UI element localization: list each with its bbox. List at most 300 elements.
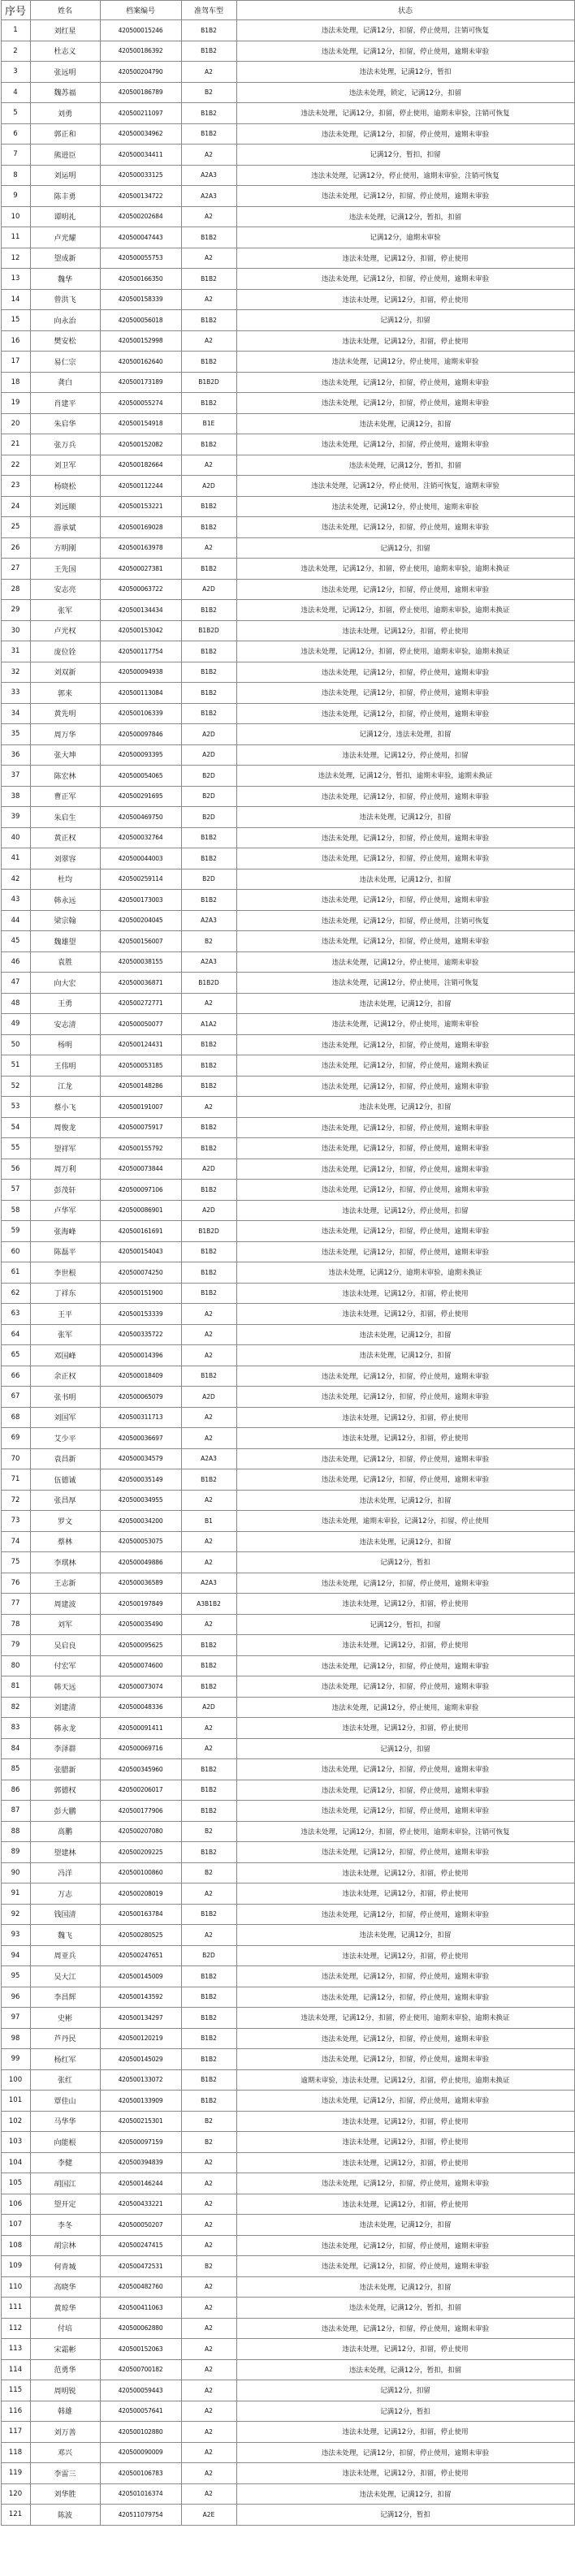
row-vehicle-class: A2 bbox=[181, 2152, 236, 2173]
row-no: 106 bbox=[1, 2194, 30, 2215]
table-row bbox=[1, 165, 574, 186]
row-status: 违法未处理，记满12分，扣留，停止使用，逾期未审验 bbox=[236, 662, 574, 683]
row-vehicle-class: A2D bbox=[181, 724, 236, 745]
row-file-no: 420500280525 bbox=[100, 1925, 181, 1946]
row-name: 望祥军 bbox=[30, 1138, 100, 1159]
row-file-no: 420500036871 bbox=[100, 973, 181, 994]
table-row bbox=[1, 1759, 574, 1780]
row-status: 违法未处理，记满12分，扣留，停止使用，逾期未审验 bbox=[236, 1221, 574, 1242]
row-file-no: 420500097846 bbox=[100, 724, 181, 745]
table-row bbox=[1, 206, 574, 227]
row-status: 记满12分，暂扣，扣留 bbox=[236, 1614, 574, 1635]
row-name: 熊进臣 bbox=[30, 145, 100, 166]
table-row bbox=[1, 2152, 574, 2173]
row-no: 31 bbox=[1, 641, 30, 662]
table-row bbox=[1, 1801, 574, 1822]
row-status: 违法未处理，记满12分，逾期未审验，逾期未换证 bbox=[236, 1262, 574, 1284]
table-row bbox=[1, 1221, 574, 1242]
row-vehicle-class: B1B2 bbox=[181, 703, 236, 724]
table-row bbox=[1, 227, 574, 248]
row-status: 违法未处理，记满12分，扣留，停止使用，逾期未审验 bbox=[236, 1180, 574, 1201]
row-status: 违法未处理，记满12分，扣留，停止使用，逾期未审验 bbox=[236, 683, 574, 704]
row-file-no: 420500186789 bbox=[100, 82, 181, 103]
row-vehicle-class: B1B2 bbox=[181, 1117, 236, 1138]
row-no: 71 bbox=[1, 1469, 30, 1491]
row-name: 胡国江 bbox=[30, 2173, 100, 2194]
row-vehicle-class: B1B2 bbox=[181, 1469, 236, 1491]
row-file-no: 420500469750 bbox=[100, 807, 181, 828]
row-file-no: 420500134297 bbox=[100, 2008, 181, 2029]
row-no: 83 bbox=[1, 1718, 30, 1739]
row-no: 111 bbox=[1, 2298, 30, 2319]
row-name: 付宏军 bbox=[30, 1655, 100, 1676]
row-name: 宋霜彬 bbox=[30, 2339, 100, 2360]
row-no: 67 bbox=[1, 1387, 30, 1408]
row-status: 违法未处理，记满12分，停止使用，扣留 bbox=[236, 744, 574, 766]
row-no: 51 bbox=[1, 1055, 30, 1077]
row-no: 98 bbox=[1, 2028, 30, 2049]
row-name: 向大宏 bbox=[30, 973, 100, 994]
row-no: 114 bbox=[1, 2359, 30, 2380]
row-file-no: 420500411063 bbox=[100, 2298, 181, 2319]
row-name: 刘国军 bbox=[30, 1407, 100, 1428]
table-row bbox=[1, 2442, 574, 2463]
row-file-no: 420500259114 bbox=[100, 869, 181, 890]
row-vehicle-class: B2D bbox=[181, 869, 236, 890]
row-no: 10 bbox=[1, 206, 30, 227]
table-row bbox=[1, 476, 574, 497]
row-name: 卢华军 bbox=[30, 1200, 100, 1221]
row-name: 张军 bbox=[30, 600, 100, 621]
row-file-no: 420500015246 bbox=[100, 20, 181, 41]
row-status: 违法未处理，记满12分，停止使用，扣留 bbox=[236, 1200, 574, 1221]
row-vehicle-class: A2 bbox=[181, 1718, 236, 1739]
row-vehicle-class: B1B2 bbox=[181, 103, 236, 124]
row-vehicle-class: A2 bbox=[181, 206, 236, 227]
row-no: 120 bbox=[1, 2483, 30, 2505]
row-no: 108 bbox=[1, 2235, 30, 2256]
row-status: 违法未处理，记满12分，扣留，停止使用，逾期未换证 bbox=[236, 1055, 574, 1077]
table-row bbox=[1, 434, 574, 455]
row-file-no: 420500044003 bbox=[100, 848, 181, 869]
row-vehicle-class: B1B2 bbox=[181, 1055, 236, 1077]
row-vehicle-class: B1B2D bbox=[181, 973, 236, 994]
row-status: 违法未处理，记满12分，扣留，停止使用，逾期未审验 bbox=[236, 579, 574, 600]
row-name: 周建波 bbox=[30, 1594, 100, 1615]
row-file-no: 420500163784 bbox=[100, 1904, 181, 1925]
row-status: 违法未处理，记满12分，扣留，停止使用，逾期未审验 bbox=[236, 2318, 574, 2339]
row-no: 65 bbox=[1, 1345, 30, 1366]
row-status: 违法未处理，记满12分，扣留，停止使用，逾期未审验 bbox=[236, 1117, 574, 1138]
row-vehicle-class: A2 bbox=[181, 2276, 236, 2298]
row-status: 违法未处理，记满12分，停止使用，逾期未审验 bbox=[236, 352, 574, 373]
row-no: 68 bbox=[1, 1407, 30, 1428]
row-file-no: 420500191007 bbox=[100, 1097, 181, 1118]
row-vehicle-class: A2 bbox=[181, 2359, 236, 2380]
row-status: 违法未处理，记满12分，扣留，停止使用，逾期未审验 bbox=[236, 372, 574, 393]
row-vehicle-class: B2D bbox=[181, 766, 236, 787]
row-status: 违法未处理，记满12分，扣留，停止使用 bbox=[236, 1304, 574, 1325]
row-file-no: 420500202684 bbox=[100, 206, 181, 227]
row-vehicle-class: B1B2 bbox=[181, 1180, 236, 1201]
row-file-no: 420500034411 bbox=[100, 145, 181, 166]
row-no: 78 bbox=[1, 1614, 30, 1635]
table-row bbox=[1, 372, 574, 393]
row-status: 记满12分，暂扣 bbox=[236, 1552, 574, 1573]
row-name: 安志清 bbox=[30, 1014, 100, 1035]
row-no: 88 bbox=[1, 1821, 30, 1842]
table-row bbox=[1, 1552, 574, 1573]
table-row bbox=[1, 1614, 574, 1635]
row-no: 1 bbox=[1, 20, 30, 41]
row-name: 李琪林 bbox=[30, 1552, 100, 1573]
row-file-no: 420500177906 bbox=[100, 1801, 181, 1822]
row-name: 曾洪飞 bbox=[30, 289, 100, 310]
row-name: 陈磊平 bbox=[30, 1241, 100, 1262]
row-file-no: 420500158339 bbox=[100, 289, 181, 310]
row-vehicle-class: B1B2 bbox=[181, 1366, 236, 1387]
row-no: 3 bbox=[1, 62, 30, 83]
row-no: 24 bbox=[1, 496, 30, 517]
row-vehicle-class: A2 bbox=[181, 1097, 236, 1118]
row-status: 记满12分，扣留 bbox=[236, 1738, 574, 1759]
row-file-no: 420500053185 bbox=[100, 1055, 181, 1077]
row-no: 43 bbox=[1, 890, 30, 911]
table-row bbox=[1, 1324, 574, 1345]
row-no: 119 bbox=[1, 2463, 30, 2484]
row-vehicle-class: B2 bbox=[181, 2111, 236, 2132]
row-vehicle-class: A2 bbox=[181, 248, 236, 269]
table-row bbox=[1, 1407, 574, 1428]
row-file-no: 420500069716 bbox=[100, 1738, 181, 1759]
row-status: 违法未处理，记满12分，扣留，停止使用，逾期未审验 bbox=[236, 1387, 574, 1408]
row-file-no: 420500291695 bbox=[100, 786, 181, 807]
table-row bbox=[1, 1490, 574, 1511]
row-file-no: 420500143592 bbox=[100, 1987, 181, 2008]
row-vehicle-class: A2D bbox=[181, 579, 236, 600]
row-vehicle-class: A2 bbox=[181, 2463, 236, 2484]
row-no: 52 bbox=[1, 1076, 30, 1097]
table-row bbox=[1, 1594, 574, 1615]
row-vehicle-class: B1B2 bbox=[181, 1034, 236, 1055]
row-vehicle-class: A1A2 bbox=[181, 1014, 236, 1035]
row-file-no: 420500047443 bbox=[100, 227, 181, 248]
row-vehicle-class: B1B2 bbox=[181, 2028, 236, 2049]
row-file-no: 420500065079 bbox=[100, 1387, 181, 1408]
row-vehicle-class: B1B2 bbox=[181, 1904, 236, 1925]
row-file-no: 420500133072 bbox=[100, 2069, 181, 2091]
table-row bbox=[1, 2173, 574, 2194]
row-name: 陈丰勇 bbox=[30, 186, 100, 207]
row-file-no: 420500034955 bbox=[100, 1490, 181, 1511]
row-vehicle-class: A2D bbox=[181, 1387, 236, 1408]
row-file-no: 420500345960 bbox=[100, 1759, 181, 1780]
row-status: 违法未处理，记满12分，停止使用，逾期未审验 bbox=[236, 951, 574, 973]
row-status: 记满12分，扣留 bbox=[236, 537, 574, 559]
row-vehicle-class: A2 bbox=[181, 2173, 236, 2194]
row-no: 81 bbox=[1, 1676, 30, 1698]
row-vehicle-class: B1B2 bbox=[181, 662, 236, 683]
table-row bbox=[1, 330, 574, 352]
table-row bbox=[1, 869, 574, 890]
table-row bbox=[1, 1904, 574, 1925]
row-no: 6 bbox=[1, 123, 30, 145]
table-row bbox=[1, 2298, 574, 2319]
row-name: 钱国清 bbox=[30, 1904, 100, 1925]
row-no: 87 bbox=[1, 1801, 30, 1822]
row-file-no: 420500153042 bbox=[100, 620, 181, 641]
row-file-no: 420500161691 bbox=[100, 1221, 181, 1242]
table-row bbox=[1, 1034, 574, 1055]
row-file-no: 420500086901 bbox=[100, 1200, 181, 1221]
row-status: 违法未处理，记满12分，扣留，停止使用 bbox=[236, 2132, 574, 2153]
table-row bbox=[1, 1718, 574, 1739]
table-row bbox=[1, 2483, 574, 2505]
row-vehicle-class: A2D bbox=[181, 1159, 236, 1180]
row-vehicle-class: B1 bbox=[181, 1511, 236, 1532]
row-status: 违法未处理，记满12分，扣留，停止使用 bbox=[236, 2463, 574, 2484]
row-status: 违法未处理，记满12分，停止使用，逾期未审验 bbox=[236, 496, 574, 517]
table-row bbox=[1, 662, 574, 683]
table-row bbox=[1, 517, 574, 538]
row-file-no: 420500033125 bbox=[100, 165, 181, 186]
table-row bbox=[1, 2276, 574, 2298]
row-status: 违法未处理，记满12分，扣留，停止使用 bbox=[236, 2422, 574, 2443]
table-row bbox=[1, 1304, 574, 1325]
row-name: 向能根 bbox=[30, 2132, 100, 2153]
row-status: 违法未处理，记满12分，扣留，停止使用，逾期未审验 bbox=[236, 1138, 574, 1159]
row-name: 刘远顺 bbox=[30, 496, 100, 517]
row-vehicle-class: A2 bbox=[181, 2318, 236, 2339]
row-vehicle-class: B1B2 bbox=[181, 496, 236, 517]
row-name: 张海峰 bbox=[30, 1221, 100, 1242]
row-file-no: 420500186392 bbox=[100, 41, 181, 62]
row-file-no: 420500034200 bbox=[100, 1511, 181, 1532]
row-no: 96 bbox=[1, 1987, 30, 2008]
row-file-no: 420500075917 bbox=[100, 1117, 181, 1138]
table-row bbox=[1, 496, 574, 517]
table-row bbox=[1, 1697, 574, 1718]
row-status: 违法未处理，记满12分，扣留，停止使用，注销可恢复 bbox=[236, 20, 574, 41]
row-no: 85 bbox=[1, 1759, 30, 1780]
row-status: 违法未处理，记满12分，扣留，停止使用，逾期未审验 bbox=[236, 1966, 574, 1987]
row-file-no: 420500055753 bbox=[100, 248, 181, 269]
row-no: 35 bbox=[1, 724, 30, 745]
row-status: 记满12分，违法未处理，扣留 bbox=[236, 724, 574, 745]
row-vehicle-class: A2D bbox=[181, 744, 236, 766]
table-row bbox=[1, 123, 574, 145]
table-row bbox=[1, 744, 574, 766]
header-name: 姓名 bbox=[30, 1, 100, 20]
table-row bbox=[1, 1055, 574, 1077]
row-name: 彭茂轩 bbox=[30, 1180, 100, 1201]
table-row bbox=[1, 2008, 574, 2029]
table-row bbox=[1, 1511, 574, 1532]
row-name: 韩永龙 bbox=[30, 1718, 100, 1739]
row-no: 97 bbox=[1, 2008, 30, 2029]
row-name: 覃佳山 bbox=[30, 2091, 100, 2112]
table-row bbox=[1, 910, 574, 931]
row-name: 袁昌新 bbox=[30, 1448, 100, 1469]
row-name: 王勇 bbox=[30, 993, 100, 1014]
row-status: 违法未处理，记满12分，扣留 bbox=[236, 2215, 574, 2236]
row-name: 刘建清 bbox=[30, 1697, 100, 1718]
row-file-no: 420500152082 bbox=[100, 434, 181, 455]
table-row bbox=[1, 1448, 574, 1469]
table-row bbox=[1, 1883, 574, 1905]
row-status: 违法未处理，记满12分，扣留，停止使用，逾期未审验，注销可恢复 bbox=[236, 1821, 574, 1842]
table-row bbox=[1, 41, 574, 62]
row-status: 违法未处理，记满12分，扣留，停止使用 bbox=[236, 2194, 574, 2215]
row-file-no: 420500054065 bbox=[100, 766, 181, 787]
row-name: 芦丹民 bbox=[30, 2028, 100, 2049]
row-status: 违法未处理，记满12分，扣留，停止使用，逾期未审验 bbox=[236, 517, 574, 538]
row-vehicle-class: B2D bbox=[181, 1945, 236, 1966]
row-name: 刘军 bbox=[30, 1614, 100, 1635]
table-row bbox=[1, 683, 574, 704]
row-vehicle-class: A2 bbox=[181, 62, 236, 83]
row-file-no: 420500207080 bbox=[100, 1821, 181, 1842]
row-vehicle-class: B1B2 bbox=[181, 890, 236, 911]
row-name: 万志 bbox=[30, 1883, 100, 1905]
row-vehicle-class: A2E bbox=[181, 2505, 236, 2526]
table-row bbox=[1, 1097, 574, 1118]
row-name: 周万利 bbox=[30, 1159, 100, 1180]
row-vehicle-class: B1B2 bbox=[181, 269, 236, 290]
row-no: 32 bbox=[1, 662, 30, 683]
table-row bbox=[1, 890, 574, 911]
table-row bbox=[1, 786, 574, 807]
table-row bbox=[1, 1138, 574, 1159]
row-file-no: 420500090009 bbox=[100, 2442, 181, 2463]
row-status: 违法未处理，记满12分，扣留，停止使用，逾期未审验 bbox=[236, 2028, 574, 2049]
row-file-no: 420500153339 bbox=[100, 1304, 181, 1325]
row-no: 33 bbox=[1, 683, 30, 704]
row-no: 20 bbox=[1, 413, 30, 434]
drivers-table bbox=[1, 0, 575, 2526]
row-vehicle-class: B1B2D bbox=[181, 620, 236, 641]
row-no: 72 bbox=[1, 1490, 30, 1511]
row-vehicle-class: B1B2 bbox=[181, 827, 236, 848]
row-status: 违法未处理，记满12分，扣留，停止使用，逾期未审验 bbox=[236, 1448, 574, 1469]
row-file-no: 420500062880 bbox=[100, 2318, 181, 2339]
row-status: 违法未处理，记满12分，扣留，停止使用，逾期未审验 bbox=[236, 931, 574, 952]
row-status: 违法未处理，记满12分，扣留，停止使用，逾期未审验，逾期未换证 bbox=[236, 600, 574, 621]
row-status: 违法未处理，记满12分，扣留，停止使用，逾期未审验 bbox=[236, 1655, 574, 1676]
row-status: 逾期未审验，违法未处理，记满12分，扣留，停止使用，逾期未换证 bbox=[236, 2069, 574, 2091]
row-name: 刘勇 bbox=[30, 103, 100, 124]
row-name: 王伟明 bbox=[30, 1055, 100, 1077]
row-no: 121 bbox=[1, 2505, 30, 2526]
row-file-no: 420500133909 bbox=[100, 2091, 181, 2112]
row-vehicle-class: B2D bbox=[181, 807, 236, 828]
row-name: 艾少平 bbox=[30, 1428, 100, 1449]
row-vehicle-class: B1B2 bbox=[181, 1076, 236, 1097]
row-file-no: 420500113084 bbox=[100, 683, 181, 704]
table-row bbox=[1, 807, 574, 828]
table-row bbox=[1, 1117, 574, 1138]
table-row bbox=[1, 1862, 574, 1883]
row-status: 违法未处理，记满12分，扣留 bbox=[236, 1490, 574, 1511]
table-row bbox=[1, 2401, 574, 2422]
table-row bbox=[1, 1366, 574, 1387]
row-name: 易仁宗 bbox=[30, 352, 100, 373]
row-file-no: 420500091411 bbox=[100, 1718, 181, 1739]
row-vehicle-class: B1B2 bbox=[181, 559, 236, 580]
row-status: 违法未处理，记满12分，扣留 bbox=[236, 2483, 574, 2505]
row-vehicle-class: A2A3 bbox=[181, 1573, 236, 1594]
row-no: 21 bbox=[1, 434, 30, 455]
row-no: 116 bbox=[1, 2401, 30, 2422]
row-no: 95 bbox=[1, 1966, 30, 1987]
row-no: 64 bbox=[1, 1324, 30, 1345]
row-status: 违法未处理，记满12分，扣留 bbox=[236, 807, 574, 828]
row-vehicle-class: A2 bbox=[181, 537, 236, 559]
row-file-no: 420500073074 bbox=[100, 1676, 181, 1698]
row-vehicle-class: B1B2 bbox=[181, 1635, 236, 1656]
row-no: 109 bbox=[1, 2256, 30, 2277]
row-no: 9 bbox=[1, 186, 30, 207]
row-status: 违法未处理，记满12分，扣留，停止使用，注销可恢复 bbox=[236, 910, 574, 931]
row-no: 104 bbox=[1, 2152, 30, 2173]
row-vehicle-class: B1B2 bbox=[181, 1780, 236, 1801]
row-name: 魏华 bbox=[30, 269, 100, 290]
row-vehicle-class: B2 bbox=[181, 1862, 236, 1883]
row-name: 刘华胜 bbox=[30, 2483, 100, 2505]
row-file-no: 420500169028 bbox=[100, 517, 181, 538]
row-status: 违法未处理，记满12分，扣留，停止使用，逾期未审验 bbox=[236, 269, 574, 290]
row-no: 12 bbox=[1, 248, 30, 269]
row-file-no: 420500059443 bbox=[100, 2380, 181, 2401]
row-vehicle-class: B1B2 bbox=[181, 848, 236, 869]
row-name: 吴大江 bbox=[30, 1966, 100, 1987]
table-row bbox=[1, 1531, 574, 1552]
row-file-no: 420500148286 bbox=[100, 1076, 181, 1097]
row-no: 84 bbox=[1, 1738, 30, 1759]
row-vehicle-class: B1B2 bbox=[181, 393, 236, 414]
row-no: 49 bbox=[1, 1014, 30, 1035]
table-row bbox=[1, 310, 574, 331]
table-row bbox=[1, 1262, 574, 1284]
row-status: 记满12分，扣留 bbox=[236, 2380, 574, 2401]
row-vehicle-class: B2 bbox=[181, 1821, 236, 1842]
row-vehicle-class: B1B2 bbox=[181, 1801, 236, 1822]
row-name: 付培 bbox=[30, 2318, 100, 2339]
table-row bbox=[1, 1180, 574, 1201]
row-no: 115 bbox=[1, 2380, 30, 2401]
row-status: 违法未处理，记满12分，暂扣，逾期未审验，逾期未换证 bbox=[236, 766, 574, 787]
row-no: 29 bbox=[1, 600, 30, 621]
row-file-no: 420500018409 bbox=[100, 1366, 181, 1387]
row-vehicle-class: A2D bbox=[181, 476, 236, 497]
row-no: 58 bbox=[1, 1200, 30, 1221]
row-file-no: 420500100860 bbox=[100, 1862, 181, 1883]
table-row bbox=[1, 1842, 574, 1863]
row-name: 刘卫军 bbox=[30, 455, 100, 476]
row-status: 违法未处理，记满12分，扣留，停止使用，逾期未审验 bbox=[236, 890, 574, 911]
row-no: 113 bbox=[1, 2339, 30, 2360]
row-vehicle-class: A2 bbox=[181, 330, 236, 352]
row-vehicle-class: A2 bbox=[181, 2298, 236, 2319]
row-file-no: 420500247651 bbox=[100, 1945, 181, 1966]
row-file-no: 420500120219 bbox=[100, 2028, 181, 2049]
table-row bbox=[1, 186, 574, 207]
row-file-no: 420500056018 bbox=[100, 310, 181, 331]
row-status: 违法未处理，记满12分，扣留，停止使用，逾期未审验，逾期未换证 bbox=[236, 2008, 574, 2029]
row-no: 60 bbox=[1, 1241, 30, 1262]
row-vehicle-class: B1E bbox=[181, 413, 236, 434]
row-status: 违法未处理，记满12分，扣留，停止使用，逾期未审验 bbox=[236, 1159, 574, 1180]
